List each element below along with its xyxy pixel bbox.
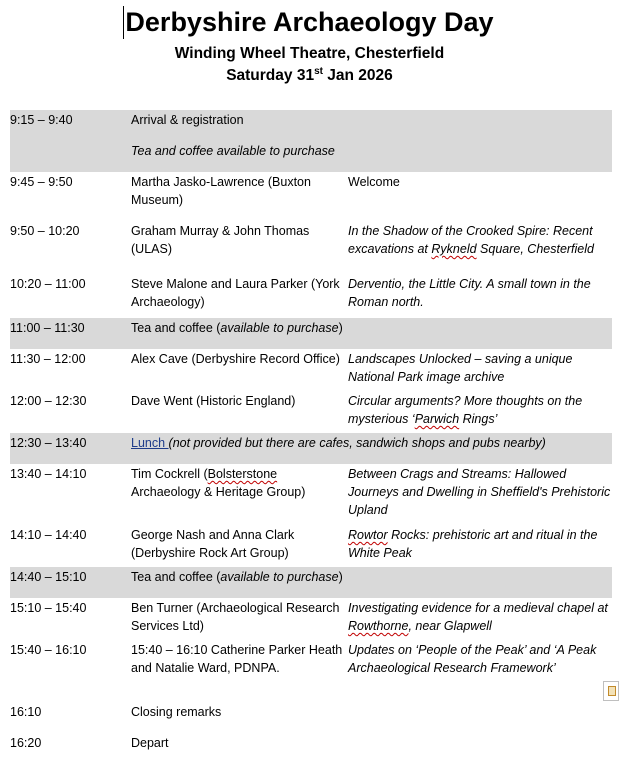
- time-cell: 12:00 – 12:30: [10, 394, 87, 408]
- topic-text: Square, Chesterfield: [476, 242, 594, 256]
- break-text: Tea and coffee (: [131, 321, 221, 335]
- time-cell: 11:30 – 12:00: [10, 352, 86, 366]
- table-row: [10, 274, 612, 318]
- speaker-text: Tim Cockrell (: [131, 467, 208, 481]
- break-text: ): [338, 570, 343, 584]
- closing-cell: Closing remarks: [131, 705, 222, 719]
- lunch-link[interactable]: Lunch: [131, 436, 169, 450]
- table-row: [10, 433, 612, 464]
- table-row: [10, 598, 612, 640]
- break-note: available to purchase: [220, 321, 339, 335]
- date-rest: Jan 2026: [322, 67, 393, 84]
- time-cell: 9:15 – 9:40: [10, 113, 73, 127]
- clipboard-icon[interactable]: [603, 681, 619, 701]
- topic-cell: Welcome: [348, 175, 400, 189]
- table-row: [10, 525, 612, 567]
- break-text: Tea and coffee (: [131, 570, 221, 584]
- table-row: [10, 733, 612, 764]
- date-subtitle: [0, 66, 619, 85]
- table-row: [10, 640, 612, 702]
- break-text: ): [338, 321, 343, 335]
- spelling-flag[interactable]: Rowthorne: [348, 619, 409, 633]
- topic-cell: [348, 599, 612, 635]
- topic-cell: Between Crags and Streams: Hallowed Journeys and Dwelling in Sheffield's Prehistoric Upland: [348, 467, 611, 517]
- topic-cell: Updates on ‘People of the Peak’ and ‘A Peak Archaeological Research Framework’: [348, 643, 597, 675]
- speaker-cell: Steve Malone and Laura Parker (York Archaeology): [131, 277, 340, 309]
- speaker-cell: George Nash and Anna Clark (Derbyshire Rock Art Group): [131, 528, 295, 560]
- time-cell: 15:10 – 15:40: [10, 601, 87, 615]
- table-row: [10, 464, 612, 525]
- time-cell: 14:10 – 14:40: [10, 528, 87, 542]
- break-cell: [131, 568, 611, 586]
- speaker-cell: Alex Cave (Derbyshire Record Office): [131, 352, 340, 366]
- speaker-cell: Martha Jasko-Lawrence (Buxton Museum): [131, 175, 311, 207]
- time-cell: 9:45 – 9:50: [10, 175, 73, 189]
- time-cell: 11:00 – 11:30: [10, 321, 85, 335]
- speaker-cell: [131, 465, 343, 501]
- table-row: [10, 110, 612, 172]
- table-row: [10, 172, 612, 221]
- venue-subtitle: Winding Wheel Theatre, Chesterfield: [174, 45, 445, 62]
- time-cell: 16:20: [10, 736, 42, 750]
- topic-cell: Landscapes Unlocked – saving a unique National Park image archive: [348, 352, 573, 384]
- table-row: [10, 391, 612, 433]
- speaker-cell: Ben Turner (Archaeological Research Services Ltd): [131, 601, 340, 633]
- topic-text: , near Glapwell: [408, 619, 492, 633]
- spelling-flag[interactable]: Parwich: [414, 412, 460, 426]
- break-note: available to purchase: [220, 570, 339, 584]
- topic-text: Circular arguments? More thoughts on the mysterious ‘: [348, 394, 583, 426]
- topic-cell: [348, 222, 612, 258]
- topic-text: Rocks: prehistoric art and ritual in the White Peak: [348, 528, 598, 560]
- break-cell: [131, 319, 611, 337]
- speaker-cell: Graham Murray & John Thomas (ULAS): [131, 224, 310, 256]
- spelling-flag[interactable]: Bolsterstone: [207, 467, 278, 481]
- date-suffix: st: [314, 66, 323, 77]
- speaker-cell: 15:40 – 16:10 Catherine Parker Heath and Natalie Ward, PDNPA.: [131, 643, 343, 675]
- lunch-note: (not provided but there are cafes, sandwich shops and pubs nearby): [168, 436, 546, 450]
- arrival-text: Arrival & registration: [131, 113, 244, 127]
- date-prefix: Saturday 31: [226, 67, 315, 84]
- speaker-text: Archaeology & Heritage Group): [131, 485, 306, 499]
- time-cell: 13:40 – 14:10: [10, 467, 87, 481]
- lunch-cell: [131, 434, 613, 452]
- arrival-note: Tea and coffee available to purchase: [131, 144, 335, 158]
- time-cell: 9:50 – 10:20: [10, 224, 80, 238]
- topic-cell: [348, 392, 612, 428]
- spelling-flag[interactable]: Rykneld: [431, 242, 477, 256]
- table-row: [10, 349, 612, 391]
- time-cell: 15:40 – 16:10: [10, 643, 87, 657]
- depart-cell: Depart: [131, 736, 169, 750]
- topic-cell: Derventio, the Little City. A small town in the Roman north.: [348, 277, 591, 309]
- topic-text: Investigating evidence for a medieval chapel at: [348, 601, 608, 615]
- spelling-flag[interactable]: Rowtor: [348, 528, 388, 542]
- time-cell: 12:30 – 13:40: [10, 436, 87, 450]
- topic-cell: [348, 526, 612, 562]
- time-cell: 16:10: [10, 705, 42, 719]
- table-row: [10, 567, 612, 598]
- clipboard-glyph: [608, 686, 616, 696]
- time-cell: 10:20 – 11:00: [10, 277, 86, 291]
- time-cell: 14:40 – 15:10: [10, 570, 87, 584]
- page-title: Derbyshire Archaeology Day: [125, 7, 494, 37]
- topic-text: In the Shadow of the Crooked Spire: Recent excavations at: [348, 224, 593, 256]
- table-row: [10, 221, 612, 274]
- table-row: [10, 318, 612, 349]
- topic-text: Rings’: [459, 412, 498, 426]
- speaker-cell: Dave Went (Historic England): [131, 394, 296, 408]
- table-row: [10, 702, 612, 733]
